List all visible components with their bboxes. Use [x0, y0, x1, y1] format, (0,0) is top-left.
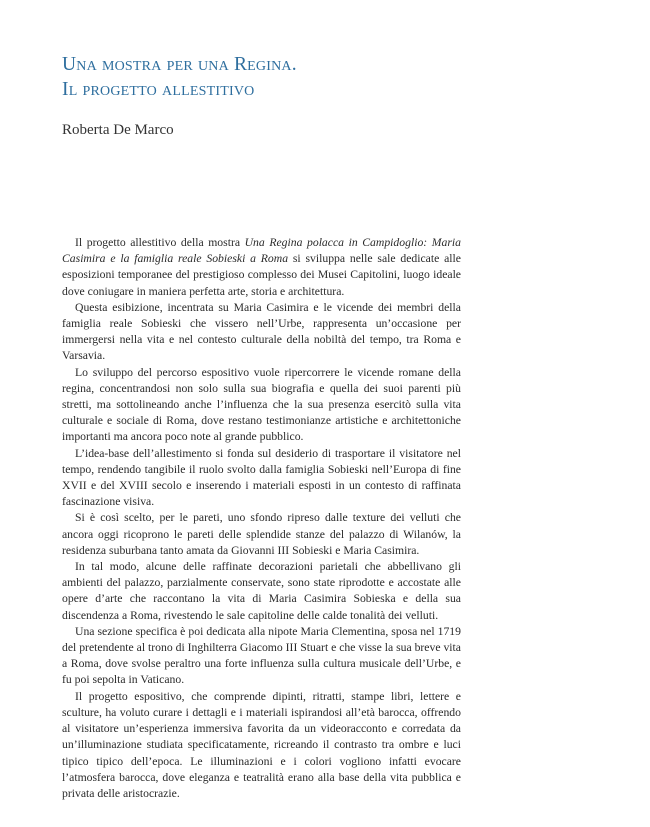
article-body [62, 235, 461, 802]
title-line-2: Il progetto allestitivo [62, 79, 255, 100]
article-title [62, 52, 297, 102]
paragraph: Una sezione specifica è poi dedicata alla nipote Maria Clementina, sposa nel 1719 del pretendente al trono di Inghilterra Giacomo III Stuart e che visse la sua breve vita a Roma, dove svolse peraltro una forte influenza sulla cultura musicale dell’Urbe, e fu poi sepolta in Vaticano. [62, 624, 461, 687]
paragraph: In tal modo, alcune delle raffinate decorazioni parietali che abbellivano gli ambienti del palazzo, parzialmente conservate, sono state riprodotte e accostate alle opere d’arte che raccontano la vita di Maria Casimira Sobieska e della sua discendenza a Roma, rivestendo le sale capitoline delle calde tonalità dei velluti. [62, 560, 461, 622]
paragraph: Questa esibizione, incentrata su Maria Casimira e le vicende dei membri della famiglia reale Sobieski che vissero nell’Urbe, rappresenta un’occasione per immergersi nella vita e nel contesto culturale della nobiltà del tempo, tra Roma e Varsavia. [62, 300, 461, 363]
title-line-1: Una mostra per una Regina. [62, 54, 297, 75]
paragraph: Lo sviluppo del percorso espositivo vuole ripercorrere le vicende romane della regina, concentrandosi non solo sulla sua biografia e quella dei suoi parenti più stretti, ma sottolineando anche l’influenza che la sua presenza esercitò sulla vita culturale e sociale di Roma, dove restano testimonianze artistiche e architettoniche importanti ma ancora poco note al grande pubblico. [62, 365, 461, 444]
paragraph: Il progetto allestitivo della mostra Una Regina polacca in Campidoglio: Maria Casimira e la famiglia reale Sobieski a Roma si sviluppa nelle sale dedicate alle esposizioni temporanee del prestigioso complesso dei Musei Capitolini, luogo ideale dove coniugare in maniera perfetta arte, storia e architettura. [62, 236, 461, 298]
author-name: Roberta De Marco [62, 122, 174, 138]
paragraph: Il progetto espositivo, che comprende dipinti, ritratti, stampe libri, lettere e sculture, ha voluto curare i dettagli e i materiali ispirandosi all’età barocca, offrendo al visitatore un’esperienza immersiva favorita da un videoracconto e corredata da un’illuminazione studiata specificatamente, ricreando il contrasto tra ombre e luci tipico tipico dell’epoca. Le illuminazioni e i colori vogliono infatti evocare l’atmosfera barocca, dove eleganza e teatralità erano alla base della vita pubblica e privata delle aristocrazie. [62, 689, 461, 800]
paragraph: Si è così scelto, per le pareti, uno sfondo ripreso dalle texture dei velluti che ancora oggi ricoprono le pareti delle splendide stanze del palazzo di Wilanów, la residenza suburbana tanto amata da Giovanni III Sobieski e Maria Casimira. [62, 511, 461, 557]
paragraph: L’idea-base dell’allestimento si fonda sul desiderio di trasportare il visitatore nel tempo, rendendo tangibile il ruolo svolto dalla famiglia Sobieski nell’Europa di fine XVII e del XVIII secolo e inserendo i materiali esposti in un contesto di raffinata fascinazione visiva. [62, 446, 461, 509]
